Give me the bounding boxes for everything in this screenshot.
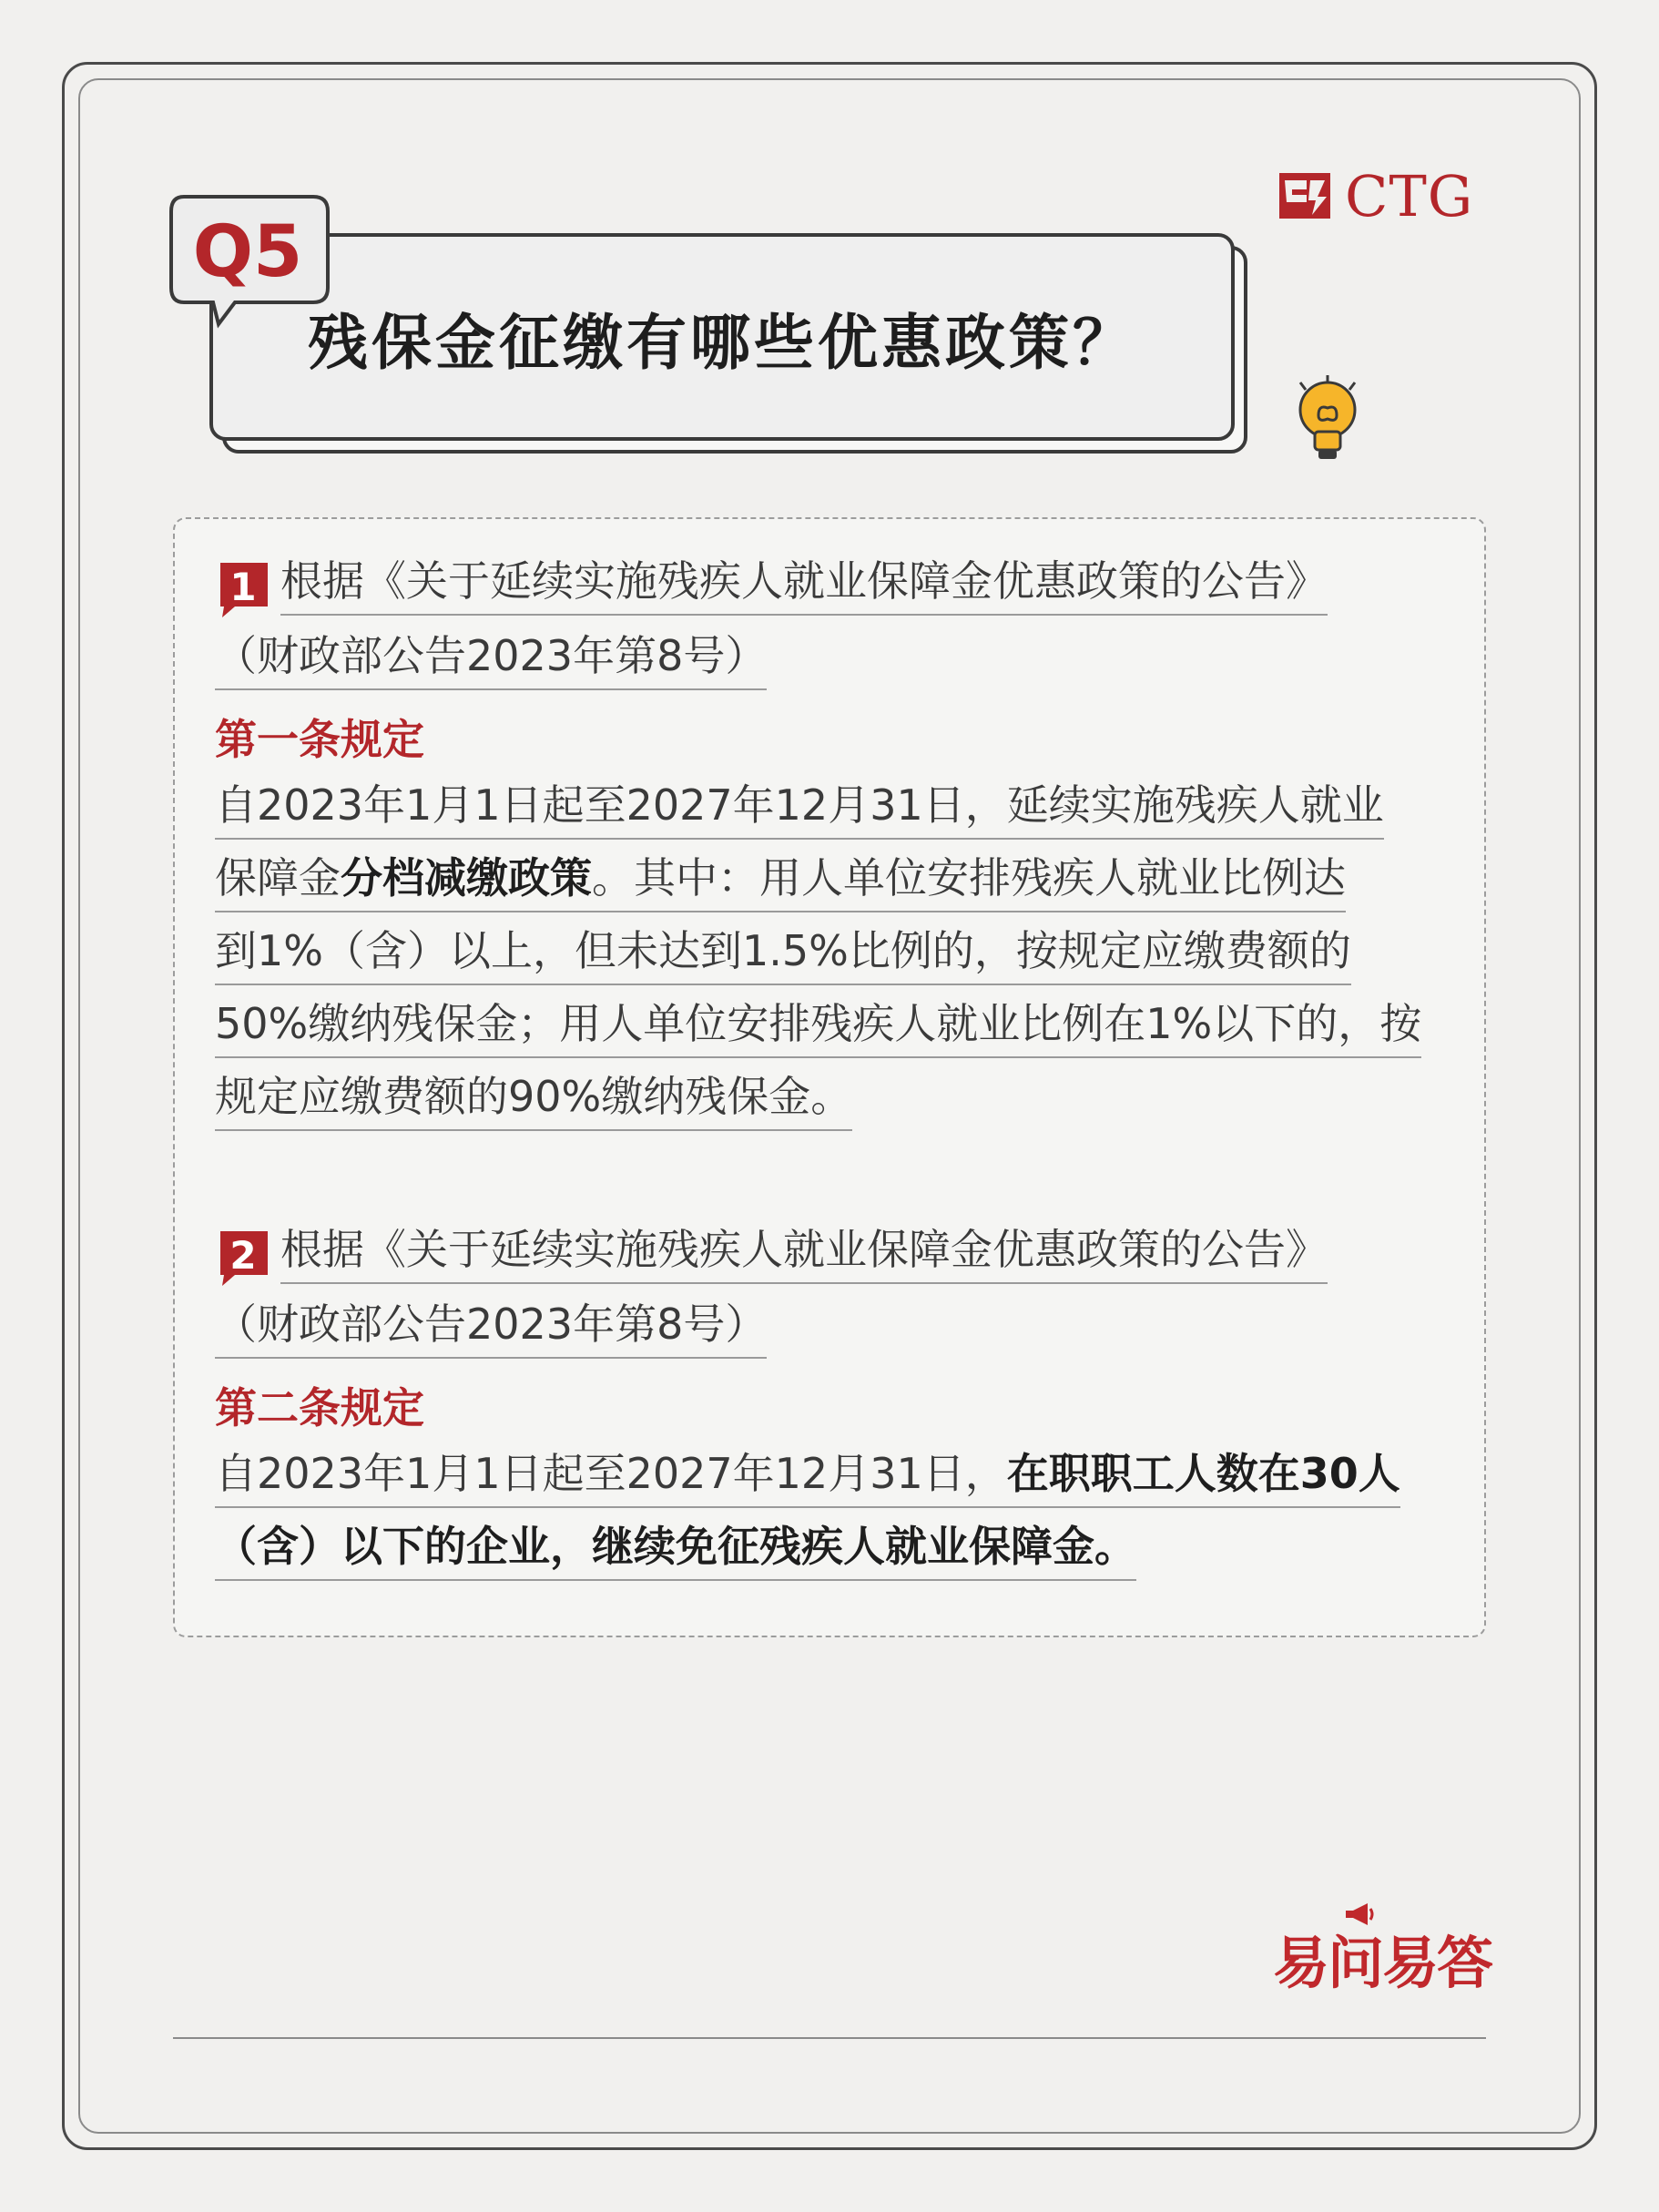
lightbulb-icon <box>1291 375 1364 466</box>
section-1-heading: 第一条规定 <box>215 715 424 764</box>
megaphone-icon <box>1344 1901 1375 1929</box>
footer-brand <box>1273 1918 1491 1999</box>
section-2-heading: 第二条规定 <box>215 1383 424 1432</box>
section-1-source-line-1: 根据《关于延续实施残疾人就业保障金优惠政策的公告》 <box>280 556 1328 616</box>
section-2-source-line-2: （财政部公告2023年第8号） <box>215 1299 767 1359</box>
emphasis-text: 分档减缴政策 <box>341 853 592 902</box>
section-1-body-line-2: 保障金分档减缴政策。其中：用人单位安排残疾人就业比例达 <box>215 852 1346 912</box>
section-1-body-line-5: 规定应缴费额的90%缴纳残保金。 <box>215 1071 852 1131</box>
section-1-body-line-3: 到1%（含）以上，但未达到1.5%比例的，按规定应缴费额的 <box>215 925 1351 985</box>
emphasis-text: 在职职工人数在30人 <box>1006 1449 1400 1498</box>
footer-divider <box>173 2037 1486 2039</box>
emphasis-text: （含）以下的企业，继续免征残疾人就业保障金。 <box>215 1522 1136 1571</box>
section-1-number: 1 <box>229 564 257 609</box>
section-2-body-line-2 <box>215 1521 1136 1581</box>
section-1-body-line-1: 自2023年1月1日起至2027年12月31日，延续实施残疾人就业 <box>215 780 1384 840</box>
footer-brand-text: 易问易答 <box>1273 1930 1492 1996</box>
section-2-source-line-1: 根据《关于延续实施残疾人就业保障金优惠政策的公告》 <box>280 1224 1328 1284</box>
section-1-body-line-4: 50%缴纳残保金；用人单位安排残疾人就业比例在1%以下的，按 <box>215 998 1421 1058</box>
ctg-logo <box>1279 164 1473 228</box>
page-title: 残保金征缴有哪些优惠政策？ <box>308 307 1136 378</box>
section-2-body-line-1: 自2023年1月1日起至2027年12月31日，在职职工人数在30人 <box>215 1448 1400 1508</box>
section-2-number: 2 <box>229 1232 257 1278</box>
ctg-logo-mark-icon <box>1279 169 1332 222</box>
ctg-logo-text: CTG <box>1345 162 1474 229</box>
section-1-source-line-2: （财政部公告2023年第8号） <box>215 630 767 690</box>
question-badge: Q5 <box>192 211 303 293</box>
